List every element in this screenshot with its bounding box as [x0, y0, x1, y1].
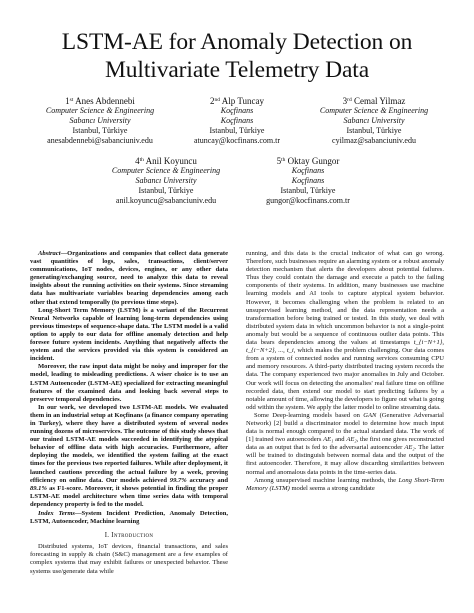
right-column — [246, 250, 444, 493]
author-org: Sabancı University — [343, 116, 405, 125]
author-block-4: 4th Anil Koyuncu Computer Science & Engineering Sabancı University Istanbul, Türkiye anil.koyuncu@sabanciuniv.edu — [96, 155, 236, 206]
abstract-paragraph-2: Long-Short Term Memory (LSTM) is a variant of the Recurrent Neural Networks capable of learning long-term dependencies using previous timesteps of sequence-shape data. The LSTM model is a valid option to apply to our data for offline anomaly detection and help foresee future system incidents. Anything that negatively affects the system and the services provided via this system is considered an incident. — [30, 306, 228, 363]
author-name: Cemal Yilmaz — [353, 96, 406, 106]
author-city: Istanbul, Türkiye — [138, 186, 194, 195]
author-email: cyilmaz@sabanciuniv.edu — [332, 136, 416, 145]
paper-title: LSTM-AE for Anomaly Detection on Multivariate Telemetry Data — [61, 29, 413, 83]
author-email: anesabdennebi@sabanciuniv.edu — [47, 136, 153, 145]
author-dept: Computer Science & Engineering — [45, 106, 155, 115]
author-org: Sabancı University — [69, 116, 131, 125]
left-column — [30, 250, 228, 576]
author-dept: Koçfinans — [220, 106, 254, 115]
author-block-2: 2nd Alp Tuncay Koçfinans Koçfinans Istanbul, Türkiye atuncay@kocfinans.com.tr — [167, 95, 307, 146]
author-email: gungor@kocfinans.com.tr — [266, 196, 350, 205]
intro-paragraph-1: Distributed systems, IoT devices, financial transactions, and sales forecasting in supply & chain (S&C) management are a few examples of complex systems that may exhibit failures or unexpected behavior. These systems use/generate data while — [30, 543, 228, 575]
author-email: anil.koyuncu@sabanciuniv.edu — [115, 196, 217, 205]
author-dept: Koçfinans — [291, 166, 325, 175]
author-block-1: 1st Anes Abdennebi Computer Science & Engineering Sabancı University Istanbul, Türkiye anesabdennebi@sabanciuniv.edu — [30, 95, 170, 146]
author-org: Sabancı University — [135, 176, 197, 185]
author-name: Oktay Gungor — [287, 156, 340, 166]
author-name: Anes Abdennebi — [75, 96, 135, 106]
author-city: Istanbul, Türkiye — [280, 186, 336, 195]
abstract-paragraph-1: Abstract—Organizations and companies that collect data generate vast quantities of logs, sales, transactions, client/server communications, IoT nodes, devices, engines, or any other data generating/exchanging source, need to analyze this data to reveal insights about the running activities on their systems. Since streaming data has multivariate variables bearing dependencies among each other that extend temporally (to previous time steps). — [30, 250, 228, 306]
author-name: Anil Koyuncu — [145, 156, 197, 166]
author-city: Istanbul, Türkiye — [209, 126, 265, 135]
author-name: Alp Tuncay — [221, 96, 265, 106]
abstract-label: Abstract — [38, 250, 61, 257]
abstract-paragraph-4: In our work, we developed two LSTM-AE models. We evaluated them in an industrial setup at Koçfinans (a finance company operating in Turkey), where they have a distributed system of several nodes running dozens of microservices. The outcome of this study shows that our trained LSTM-AE models succeeded in identifying the atypical behavior of offline data with high accuracies. Furthermore, after deploying the models, we identified the system failing at the exact times for the previous two reported failures. While after deployment, it launched cautions preceding the actual failure by a week, proving efficiency on online data. Our models achieved 99.7% accuracy and 89.1% as F1-score. Moreover, it shows potential in finding the proper LSTM-AE model architecture when time series data with temporal dependency property is fed to the model. — [30, 403, 228, 508]
index-terms-label: Index Terms — [38, 510, 75, 517]
timestamp-math: t_{i−N+1}, t_{i−N+2}, ..., t_i — [246, 339, 444, 355]
section-heading: I. Introduction — [104, 532, 154, 540]
body-paragraph-2: Some Deep-learning models based on GAN (Generative Adversarial Network) [2] build a discriminator model to determine how much input data is normal enough compared to the actual standard data. The work of [1] trained two autoencoders AE₁ and AE₂, the first one gives reconstructed data as an output that is fed to the adversarial autoencoder AE₂. The latter will be trained to distinguish between normal data and the output of the first autoencoder. Therefore, it may allow discarding similarities between normal and anomalous data points in the time-series data. — [246, 411, 444, 476]
author-city: Istanbul, Türkiye — [72, 126, 128, 135]
author-block-5: 5th Oktay Gungor Koçfinans Koçfinans Istanbul, Türkiye gungor@kocfinans.com.tr — [238, 155, 378, 206]
author-email: atuncay@kocfinans.com.tr — [193, 136, 280, 145]
body-paragraph-3: Among unsupervised machine learning methods, the Long Short-Term Memory (LSTM) model seems a strong candidate — [246, 476, 444, 492]
body-paragraph-1: running, and this data is the crucial indicator of what can go wrong. Therefore, such businesses require an alarming system or a robust anomaly detection mechanism that alerts the developers about potential failures. Thus they could contain the damage and execute a patch to the failing components of their systems. In addition, many businesses use machine learning models and AI tools to capture atypical system behavior. However, it becomes challenging when the problem is related to an unsupervised learning method, and the data representation needs a transformation before being trained or tested. In this study, we deal with distributed system data in which uncommon behavior is not a single-point anomaly but would be a sequence of continuous outlier data points. This data bears dependencies among the values at timestamps t_{i−N+1}, t_{i−N+2}, ..., t_i, which makes the problem challenging. Our data comes from a system of connected nodes and running services consuming CPU and memory resources. A third-party distributed tracing system records the data. The company experienced two major anomalies in July and October. Our work will focus on detecting the anomalies' real failure time on offline recorded data, then extend our model to start predicting failures by a notable amount of time, allowing the developers to figure out what is going odd within the system. We apply the latter model to online streaming data. — [246, 250, 444, 411]
author-block-3: 3rd Cemal Yilmaz Computer Science & Engineering Sabancı University Istanbul, Türkiye cyilmaz@sabanciuniv.edu — [304, 95, 444, 146]
author-org: Koçfinans — [220, 116, 254, 125]
author-dept: Computer Science & Engineering — [319, 106, 429, 115]
author-org: Koçfinans — [291, 176, 325, 185]
author-dept: Computer Science & Engineering — [111, 166, 221, 175]
author-city: Istanbul, Türkiye — [346, 126, 402, 135]
abstract-paragraph-3: Moreover, the raw input data might be noisy and improper for the model, leading to misleading predictions. A wiser choice is to use an LSTM Autoencoder (LSTM-AE) specialized for extracting meaningful features of the examined data and looking back several steps to preserve temporal dependencies. — [30, 363, 228, 403]
index-terms: Index Terms—System Incident Prediction, Anomaly Detection, LSTM, Autoencoder, Machine learning — [30, 510, 228, 526]
